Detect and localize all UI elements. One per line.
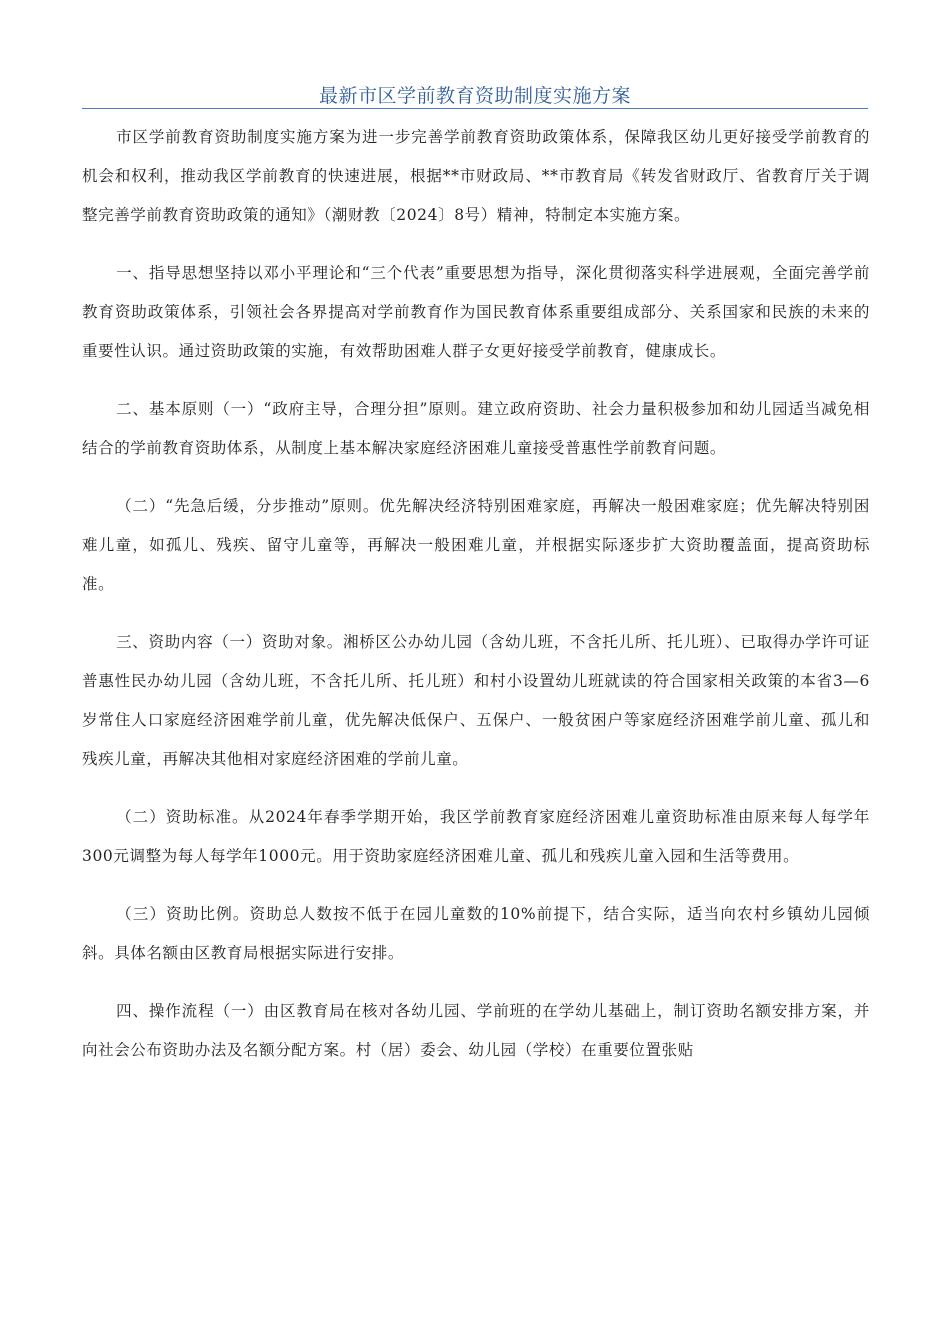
document-body: [82, 118, 870, 1089]
paragraph-operation-process: 四、操作流程（一）由区教育局在核对各幼儿园、学前班的在学幼儿基础上，制订资助名额安排方案，并向社会公布资助办法及名额分配方案。村（居）委会、幼儿园（学校）在重要位置张贴: [82, 1002, 870, 1059]
title-divider: [82, 108, 868, 109]
paragraph-principle-two: （二）“先急后缓，分步推动”原则。优先解决经济特别困难家庭，再解决一般困难家庭；优先解决特别困难儿童，如孤儿、残疾、留守儿童等，再解决一般困难儿童，并根据实际逐步扩大资助覆盖面，提高资助标准。: [82, 497, 870, 593]
document-title: 最新市区学前教育资助制度实施方案: [318, 85, 631, 107]
paragraph-funding-ratio: （三）资助比例。资助总人数按不低于在园儿童数的10%前提下，结合实际，适当向农村乡镇幼儿园倾斜。具体名额由区教育局根据实际进行安排。: [82, 905, 870, 962]
paragraph-guiding-ideology: 一、指导思想坚持以邓小平理论和“三个代表”重要思想为指导，深化贯彻落实科学进展观，全面完善学前教育资助政策体系，引领社会各界提高对学前教育作为国民教育体系重要组成部分、关系国家和民族的未来的重要性认识。通过资助政策的实施，有效帮助困难人群子女更好接受学前教育，健康成长。: [82, 264, 870, 360]
paragraph-basic-principles: 二、基本原则（一）“政府主导，合理分担”原则。建立政府资助、社会力量积极参加和幼儿园适当减免相结合的学前教育资助体系，从制度上基本解决家庭经济困难儿童接受普惠性学前教育问题。: [82, 400, 870, 457]
paragraph-funding-targets: 三、资助内容（一）资助对象。湘桥区公办幼儿园（含幼儿班，不含托儿所、托儿班）、已取得办学许可证普惠性民办幼儿园（含幼儿班，不含托儿所、托儿班）和村小设置幼儿班就读的符合国家相关政策的本省3—6岁常住人口家庭经济困难学前儿童，优先解决低保户、五保户、一般贫困户等家庭经济困难学前儿童、孤儿和残疾儿童，再解决其他相对家庭经济困难的学前儿童。: [82, 633, 870, 768]
paragraph-funding-standard: （二）资助标准。从2024年春季学期开始，我区学前教育家庭经济困难儿童资助标准由原来每人每学年300元调整为每人每学年1000元。用于资助家庭经济困难儿童、孤儿和残疾儿童入园和生活等费用。: [82, 808, 870, 865]
paragraph-intro: 市区学前教育资助制度实施方案为进一步完善学前教育资助政策体系，保障我区幼儿更好接受学前教育的机会和权利，推动我区学前教育的快速进展，根据**市财政局、**市教育局《转发省财政厅、省教育厅关于调整完善学前教育资助政策的通知》（潮财教〔2024〕8号）精神，特制定本实施方案。: [82, 128, 870, 224]
